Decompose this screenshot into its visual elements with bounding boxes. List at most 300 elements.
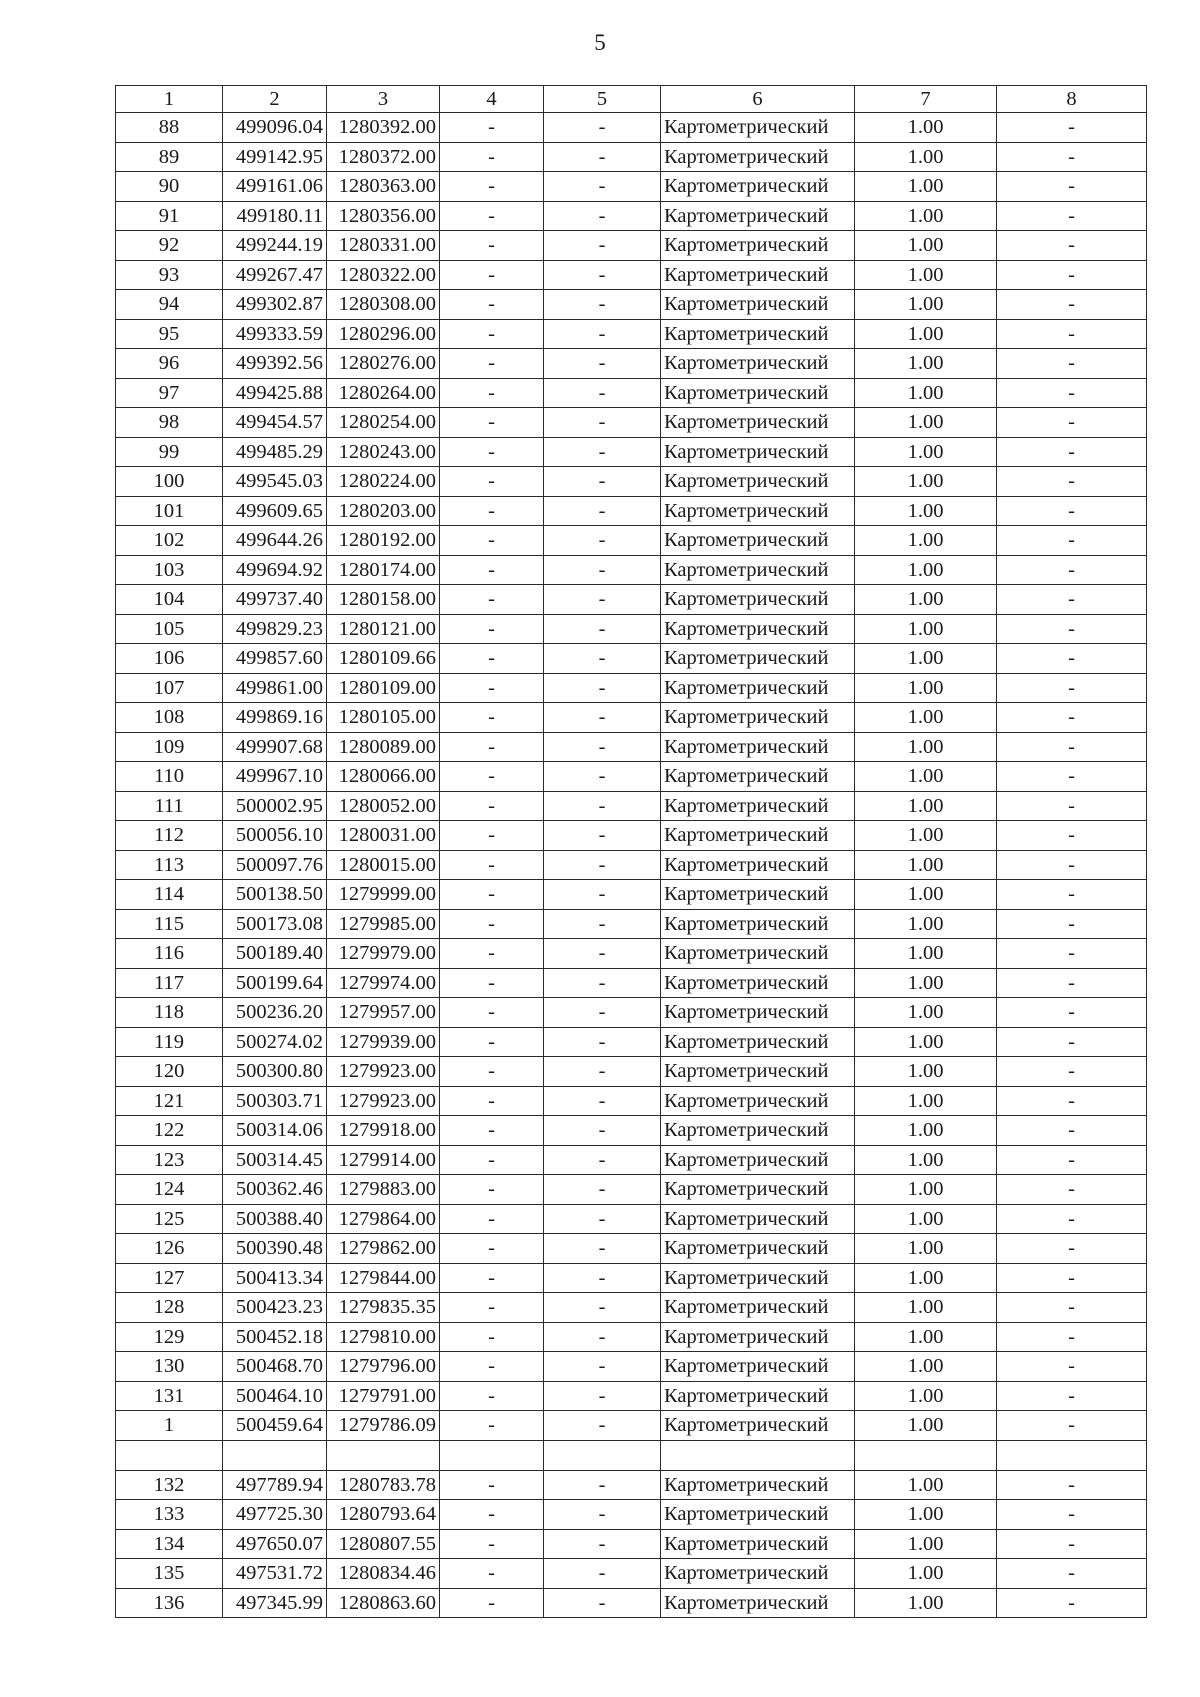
table-cell: - <box>440 1145 544 1175</box>
table-cell: - <box>440 1322 544 1352</box>
table-row <box>116 1470 1147 1500</box>
table-cell: 1 <box>116 1411 223 1441</box>
table-cell: 115 <box>116 909 223 939</box>
table-cell: 497345.99 <box>223 1588 327 1618</box>
table-cell: Картометрический <box>661 1352 855 1382</box>
table-cell: - <box>544 909 661 939</box>
table-cell: 1.00 <box>855 201 997 231</box>
table-cell: - <box>997 1145 1147 1175</box>
table-cell: - <box>997 998 1147 1028</box>
table-cell: 499907.68 <box>223 732 327 762</box>
table-row <box>116 526 1147 556</box>
table-cell: 1279923.00 <box>327 1057 440 1087</box>
table-cell: - <box>440 260 544 290</box>
table-cell: 135 <box>116 1559 223 1589</box>
table-cell: 500300.80 <box>223 1057 327 1087</box>
table-cell: - <box>544 1086 661 1116</box>
table-row <box>116 1559 1147 1589</box>
table-cell: 127 <box>116 1263 223 1293</box>
table-cell: 499180.11 <box>223 201 327 231</box>
table-cell: 1280308.00 <box>327 290 440 320</box>
table-cell: Картометрический <box>661 290 855 320</box>
table-cell: 1.00 <box>855 349 997 379</box>
table-cell: 1280174.00 <box>327 555 440 585</box>
table-cell: 1280109.66 <box>327 644 440 674</box>
table-cell: 126 <box>116 1234 223 1264</box>
table-cell: 499161.06 <box>223 172 327 202</box>
table-cell: 97 <box>116 378 223 408</box>
table-row <box>116 408 1147 438</box>
table-cell: - <box>997 201 1147 231</box>
table-cell: 117 <box>116 968 223 998</box>
table-cell: - <box>544 1381 661 1411</box>
table-cell: 500423.23 <box>223 1293 327 1323</box>
table-cell: 1.00 <box>855 526 997 556</box>
table-cell: - <box>440 113 544 143</box>
table-cell: 121 <box>116 1086 223 1116</box>
table-cell: 500390.48 <box>223 1234 327 1264</box>
table-cell: - <box>440 290 544 320</box>
table-cell: - <box>544 850 661 880</box>
table-cell: - <box>997 349 1147 379</box>
table-cell: - <box>440 319 544 349</box>
table-cell: Картометрический <box>661 201 855 231</box>
column-header: 5 <box>544 86 661 113</box>
table-cell: Картометрический <box>661 998 855 1028</box>
table-cell: - <box>997 614 1147 644</box>
table-cell: Картометрический <box>661 260 855 290</box>
table-cell: Картометрический <box>661 142 855 172</box>
table-cell: - <box>997 1204 1147 1234</box>
table-row <box>116 762 1147 792</box>
table-cell: - <box>544 113 661 143</box>
table-cell: 92 <box>116 231 223 261</box>
table-cell: - <box>997 378 1147 408</box>
table-cell: 1.00 <box>855 1145 997 1175</box>
table-cell: Картометрический <box>661 1175 855 1205</box>
table-cell: Картометрический <box>661 821 855 851</box>
table-row <box>116 673 1147 703</box>
table-row <box>116 880 1147 910</box>
table-cell: - <box>997 850 1147 880</box>
table-cell: - <box>544 1204 661 1234</box>
table-cell <box>116 1440 223 1470</box>
table-cell: 118 <box>116 998 223 1028</box>
table-cell: - <box>440 231 544 261</box>
table-cell: 1280224.00 <box>327 467 440 497</box>
table-cell: 1279864.00 <box>327 1204 440 1234</box>
table-cell: 497789.94 <box>223 1470 327 1500</box>
table-cell: - <box>440 821 544 851</box>
table-row <box>116 850 1147 880</box>
table-cell: - <box>544 585 661 615</box>
table-cell: 103 <box>116 555 223 585</box>
table-cell: 1.00 <box>855 850 997 880</box>
table-cell: 120 <box>116 1057 223 1087</box>
table-cell: - <box>997 1086 1147 1116</box>
table-cell: - <box>544 526 661 556</box>
table-cell: - <box>997 260 1147 290</box>
table-cell: 1.00 <box>855 1086 997 1116</box>
table-cell: Картометрический <box>661 850 855 880</box>
table-cell: - <box>544 1529 661 1559</box>
table-cell: 500452.18 <box>223 1322 327 1352</box>
table-cell: 1280372.00 <box>327 142 440 172</box>
table-cell: Картометрический <box>661 1411 855 1441</box>
table-cell: - <box>997 1116 1147 1146</box>
table-cell: - <box>440 880 544 910</box>
table-cell: 1.00 <box>855 467 997 497</box>
table-row <box>116 172 1147 202</box>
table-cell: - <box>544 378 661 408</box>
table-cell: - <box>997 821 1147 851</box>
table-row <box>116 585 1147 615</box>
table-cell: 1280052.00 <box>327 791 440 821</box>
table-cell: - <box>544 821 661 851</box>
table-row <box>116 1411 1147 1441</box>
table-cell: 499869.16 <box>223 703 327 733</box>
table-cell: 98 <box>116 408 223 438</box>
table-cell: - <box>997 585 1147 615</box>
table-row <box>116 113 1147 143</box>
table-cell: 1279923.00 <box>327 1086 440 1116</box>
table-cell: Картометрический <box>661 1027 855 1057</box>
table-cell: Картометрический <box>661 1470 855 1500</box>
table-cell: 95 <box>116 319 223 349</box>
table-cell: - <box>997 1529 1147 1559</box>
table-cell: Картометрический <box>661 909 855 939</box>
table-cell: Картометрический <box>661 1322 855 1352</box>
table-cell: 500468.70 <box>223 1352 327 1382</box>
table-cell: 499142.95 <box>223 142 327 172</box>
table-cell: - <box>544 1027 661 1057</box>
table-cell: - <box>440 1559 544 1589</box>
table-cell: 1.00 <box>855 1293 997 1323</box>
table-cell: 129 <box>116 1322 223 1352</box>
table-cell: - <box>544 880 661 910</box>
table-row <box>116 349 1147 379</box>
table-cell: - <box>440 378 544 408</box>
table-cell: - <box>544 172 661 202</box>
table-cell: 1279957.00 <box>327 998 440 1028</box>
table-cell: - <box>997 762 1147 792</box>
table-cell: 1280276.00 <box>327 349 440 379</box>
table-cell: - <box>440 349 544 379</box>
table-cell: Картометрический <box>661 172 855 202</box>
table-cell: 500388.40 <box>223 1204 327 1234</box>
table-cell: - <box>440 673 544 703</box>
table-cell: 497725.30 <box>223 1500 327 1530</box>
table-header-row <box>116 86 1147 113</box>
table-row <box>116 1293 1147 1323</box>
table-cell: - <box>440 1027 544 1057</box>
table-cell: 500362.46 <box>223 1175 327 1205</box>
table-cell: 499545.03 <box>223 467 327 497</box>
table-row <box>116 260 1147 290</box>
table-cell: 1279918.00 <box>327 1116 440 1146</box>
table-cell: - <box>544 644 661 674</box>
table-cell: 131 <box>116 1381 223 1411</box>
table-cell: - <box>997 526 1147 556</box>
table-cell: 1.00 <box>855 437 997 467</box>
table-cell: - <box>544 762 661 792</box>
coordinates-table <box>115 85 1147 1618</box>
table-cell: Картометрический <box>661 1381 855 1411</box>
table-cell <box>327 1440 440 1470</box>
table-cell: 1280322.00 <box>327 260 440 290</box>
table-cell: 94 <box>116 290 223 320</box>
table-cell: - <box>544 1263 661 1293</box>
table-cell: 128 <box>116 1293 223 1323</box>
table-cell: 105 <box>116 614 223 644</box>
table-cell: - <box>997 1559 1147 1589</box>
table-cell: 1279844.00 <box>327 1263 440 1293</box>
table-cell: 499267.47 <box>223 260 327 290</box>
table-cell: - <box>544 1500 661 1530</box>
table-cell: - <box>440 614 544 644</box>
table-cell: - <box>440 998 544 1028</box>
table-cell: 1.00 <box>855 998 997 1028</box>
table-row <box>116 939 1147 969</box>
table-cell: Картометрический <box>661 762 855 792</box>
table-cell: 499644.26 <box>223 526 327 556</box>
table-cell: Картометрический <box>661 555 855 585</box>
table-cell: - <box>544 290 661 320</box>
table-cell: - <box>440 1086 544 1116</box>
table-cell: - <box>440 850 544 880</box>
table-cell: 500274.02 <box>223 1027 327 1057</box>
table-cell: 107 <box>116 673 223 703</box>
table-cell: 1.00 <box>855 1529 997 1559</box>
column-header: 7 <box>855 86 997 113</box>
table-cell: Картометрический <box>661 1588 855 1618</box>
table-cell: - <box>544 673 661 703</box>
table-row <box>116 1234 1147 1264</box>
table-cell: Картометрический <box>661 968 855 998</box>
table-cell: - <box>544 791 661 821</box>
table-cell: - <box>440 1529 544 1559</box>
table-cell: - <box>440 791 544 821</box>
table-cell: 1280296.00 <box>327 319 440 349</box>
table-cell: - <box>544 201 661 231</box>
table-cell: - <box>440 1500 544 1530</box>
table-cell: - <box>544 968 661 998</box>
table-cell: 500173.08 <box>223 909 327 939</box>
table-cell: 500464.10 <box>223 1381 327 1411</box>
table-cell: 499244.19 <box>223 231 327 261</box>
table-cell: Картометрический <box>661 378 855 408</box>
table-cell: 1279791.00 <box>327 1381 440 1411</box>
table-cell: 130 <box>116 1352 223 1382</box>
table-cell: Картометрический <box>661 1116 855 1146</box>
table-cell: - <box>997 1588 1147 1618</box>
table-cell: Картометрический <box>661 880 855 910</box>
table-cell: 1.00 <box>855 880 997 910</box>
table-cell: - <box>440 526 544 556</box>
table-cell: 499857.60 <box>223 644 327 674</box>
table-cell: - <box>440 437 544 467</box>
table-cell: 90 <box>116 172 223 202</box>
table-cell: 500138.50 <box>223 880 327 910</box>
table-cell: 1.00 <box>855 1352 997 1382</box>
table-row <box>116 555 1147 585</box>
table-cell: 499829.23 <box>223 614 327 644</box>
table-cell <box>997 1440 1147 1470</box>
table-row <box>116 1322 1147 1352</box>
table-cell: Картометрический <box>661 732 855 762</box>
table-cell: - <box>544 1293 661 1323</box>
table-cell: 1.00 <box>855 968 997 998</box>
table-cell: 500097.76 <box>223 850 327 880</box>
table-row <box>116 1175 1147 1205</box>
table-cell: - <box>544 1322 661 1352</box>
table-cell: - <box>997 172 1147 202</box>
table-cell: Картометрический <box>661 939 855 969</box>
table-row <box>116 1204 1147 1234</box>
table-row <box>116 437 1147 467</box>
page-number: 5 <box>594 30 606 55</box>
table-cell: 1280066.00 <box>327 762 440 792</box>
table-cell: 1279796.00 <box>327 1352 440 1382</box>
table-cell: 89 <box>116 142 223 172</box>
table-row <box>116 1263 1147 1293</box>
table-cell: 1.00 <box>855 1175 997 1205</box>
table-cell: Картометрический <box>661 467 855 497</box>
table-cell: - <box>544 260 661 290</box>
table-cell: 499485.29 <box>223 437 327 467</box>
table-row <box>116 1529 1147 1559</box>
table-cell: 99 <box>116 437 223 467</box>
table-cell: 114 <box>116 880 223 910</box>
table-cell: - <box>440 1204 544 1234</box>
table-cell: 110 <box>116 762 223 792</box>
table-cell: 132 <box>116 1470 223 1500</box>
table-cell <box>223 1440 327 1470</box>
table-row-separator <box>116 1440 1147 1470</box>
table-cell: 1.00 <box>855 290 997 320</box>
table-cell: - <box>997 1352 1147 1382</box>
table-cell: 1.00 <box>855 408 997 438</box>
table-cell: 1280121.00 <box>327 614 440 644</box>
table-cell: - <box>544 1234 661 1264</box>
table-row <box>116 201 1147 231</box>
table-cell: - <box>997 319 1147 349</box>
table-body <box>116 86 1147 1618</box>
table-cell: - <box>997 1500 1147 1530</box>
table-cell: 1.00 <box>855 1500 997 1530</box>
table-cell: Картометрический <box>661 1529 855 1559</box>
table-cell: Картометрический <box>661 614 855 644</box>
table-cell: - <box>440 1057 544 1087</box>
table-cell: 1280109.00 <box>327 673 440 703</box>
table-cell: Картометрический <box>661 1086 855 1116</box>
table-cell: - <box>440 762 544 792</box>
table-cell: 101 <box>116 496 223 526</box>
table-cell: 1.00 <box>855 1234 997 1264</box>
table-cell: 499737.40 <box>223 585 327 615</box>
table-cell: - <box>544 408 661 438</box>
column-header: 1 <box>116 86 223 113</box>
table-cell: 499096.04 <box>223 113 327 143</box>
table-cell: 124 <box>116 1175 223 1205</box>
table-cell: - <box>997 1175 1147 1205</box>
table-cell: Картометрический <box>661 1204 855 1234</box>
table-cell: - <box>997 408 1147 438</box>
table-row <box>116 821 1147 851</box>
table-cell: 1280158.00 <box>327 585 440 615</box>
table-cell: 106 <box>116 644 223 674</box>
table-cell: - <box>440 1175 544 1205</box>
table-cell: 1279979.00 <box>327 939 440 969</box>
table-cell: 1279999.00 <box>327 880 440 910</box>
table-cell: - <box>544 939 661 969</box>
table-cell: - <box>997 1381 1147 1411</box>
table-cell: 497650.07 <box>223 1529 327 1559</box>
table-cell: 1.00 <box>855 585 997 615</box>
table-cell: - <box>544 1588 661 1618</box>
table-row <box>116 968 1147 998</box>
table-cell: - <box>440 1293 544 1323</box>
table-cell: 123 <box>116 1145 223 1175</box>
table-cell: 499302.87 <box>223 290 327 320</box>
table-cell: Картометрический <box>661 526 855 556</box>
table-cell: 91 <box>116 201 223 231</box>
table-cell: 109 <box>116 732 223 762</box>
table-cell: - <box>440 1116 544 1146</box>
column-header: 6 <box>661 86 855 113</box>
table-cell: 1.00 <box>855 319 997 349</box>
table-cell: 1279985.00 <box>327 909 440 939</box>
table-cell: 499609.65 <box>223 496 327 526</box>
table-cell: 1.00 <box>855 1027 997 1057</box>
table-row <box>116 1500 1147 1530</box>
table-cell: - <box>440 968 544 998</box>
table-cell: 1.00 <box>855 732 997 762</box>
table-cell: Картометрический <box>661 1145 855 1175</box>
table-row <box>116 1086 1147 1116</box>
table-cell: Картометрический <box>661 1263 855 1293</box>
table-cell: 100 <box>116 467 223 497</box>
table-cell: - <box>544 1411 661 1441</box>
table-cell: - <box>997 113 1147 143</box>
table-cell: - <box>544 1145 661 1175</box>
table-cell: 499454.57 <box>223 408 327 438</box>
table-cell: 1.00 <box>855 260 997 290</box>
table-cell: - <box>440 1352 544 1382</box>
table-cell: 1.00 <box>855 1057 997 1087</box>
table-cell: - <box>997 673 1147 703</box>
table-row <box>116 319 1147 349</box>
table-cell: - <box>997 1027 1147 1057</box>
table-cell: 1.00 <box>855 1204 997 1234</box>
table-cell: - <box>544 555 661 585</box>
table-cell: 499392.56 <box>223 349 327 379</box>
table-cell: 500314.45 <box>223 1145 327 1175</box>
table-cell: Картометрический <box>661 585 855 615</box>
table-cell: Картометрический <box>661 673 855 703</box>
table-cell: Картометрический <box>661 496 855 526</box>
table-cell <box>855 1440 997 1470</box>
table-cell: - <box>440 142 544 172</box>
table-cell: 1.00 <box>855 1116 997 1146</box>
table-cell: 1280031.00 <box>327 821 440 851</box>
table-row <box>116 644 1147 674</box>
table-cell: - <box>997 1322 1147 1352</box>
table-cell: 1.00 <box>855 703 997 733</box>
table-cell: - <box>544 1175 661 1205</box>
table-cell: - <box>440 939 544 969</box>
table-cell: - <box>544 349 661 379</box>
